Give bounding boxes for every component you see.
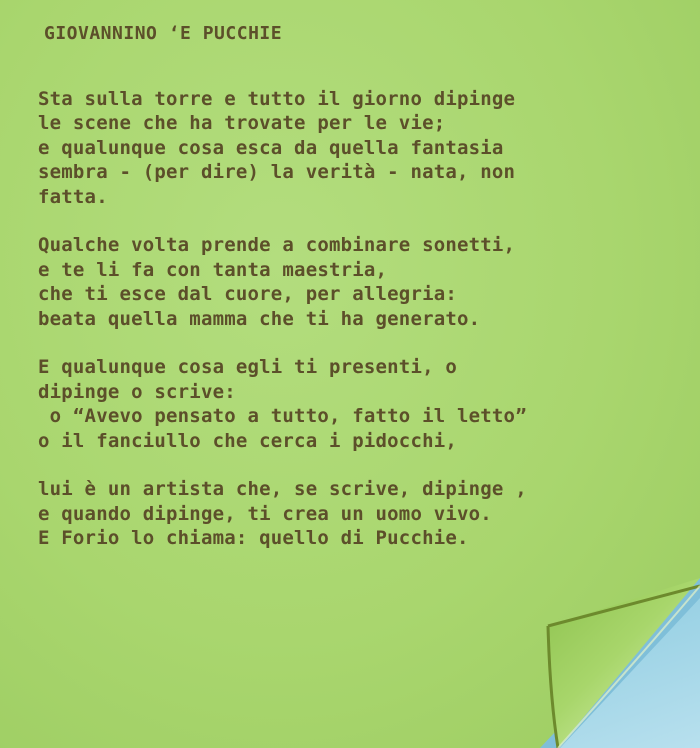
poem-line: Sta sulla torre e tutto il giorno dipinge [38,87,516,110]
poem-line: Qualche volta prende a combinare sonetti, [38,234,516,256]
stanza-3 [38,355,678,453]
poem-line: che ti esce dal cuore, per allegria: [38,283,458,305]
poem-line: lui è un artista che, se scrive, dipinge , [38,478,527,500]
poem-line: o “Avevo pensato a tutto, fatto il letto” [38,405,527,427]
stanza-4 [38,477,678,551]
poem-line: E Forio lo chiama: quello di Pucchie. [38,527,469,549]
poem-title: GIOVANNINO ‘E PUCCHIE [44,23,283,44]
stanza-1 [38,87,678,210]
poem-line: dipinge o scrive: [38,380,236,403]
poem-line: o il fanciullo che cerca i pidocchi, [38,429,458,452]
stanza-2 [38,233,678,331]
poem-line: e quando dipinge, ti crea un uomo vivo. [38,502,492,525]
poem-line: E qualunque cosa egli ti presenti, o [38,356,458,378]
poem-line: fatta. [38,185,108,208]
poem [38,22,678,575]
poem-line: le scene che ha trovate per le vie; [38,112,446,134]
poem-line: beata quella mamma che ti ha generato. [38,307,481,330]
poem-line: sembra - (per dire) la verità - nata, non [38,161,516,183]
poem-line: e te li fa con tanta maestria, [38,258,388,281]
poem-line: e qualunque cosa esca da quella fantasia [38,136,504,159]
